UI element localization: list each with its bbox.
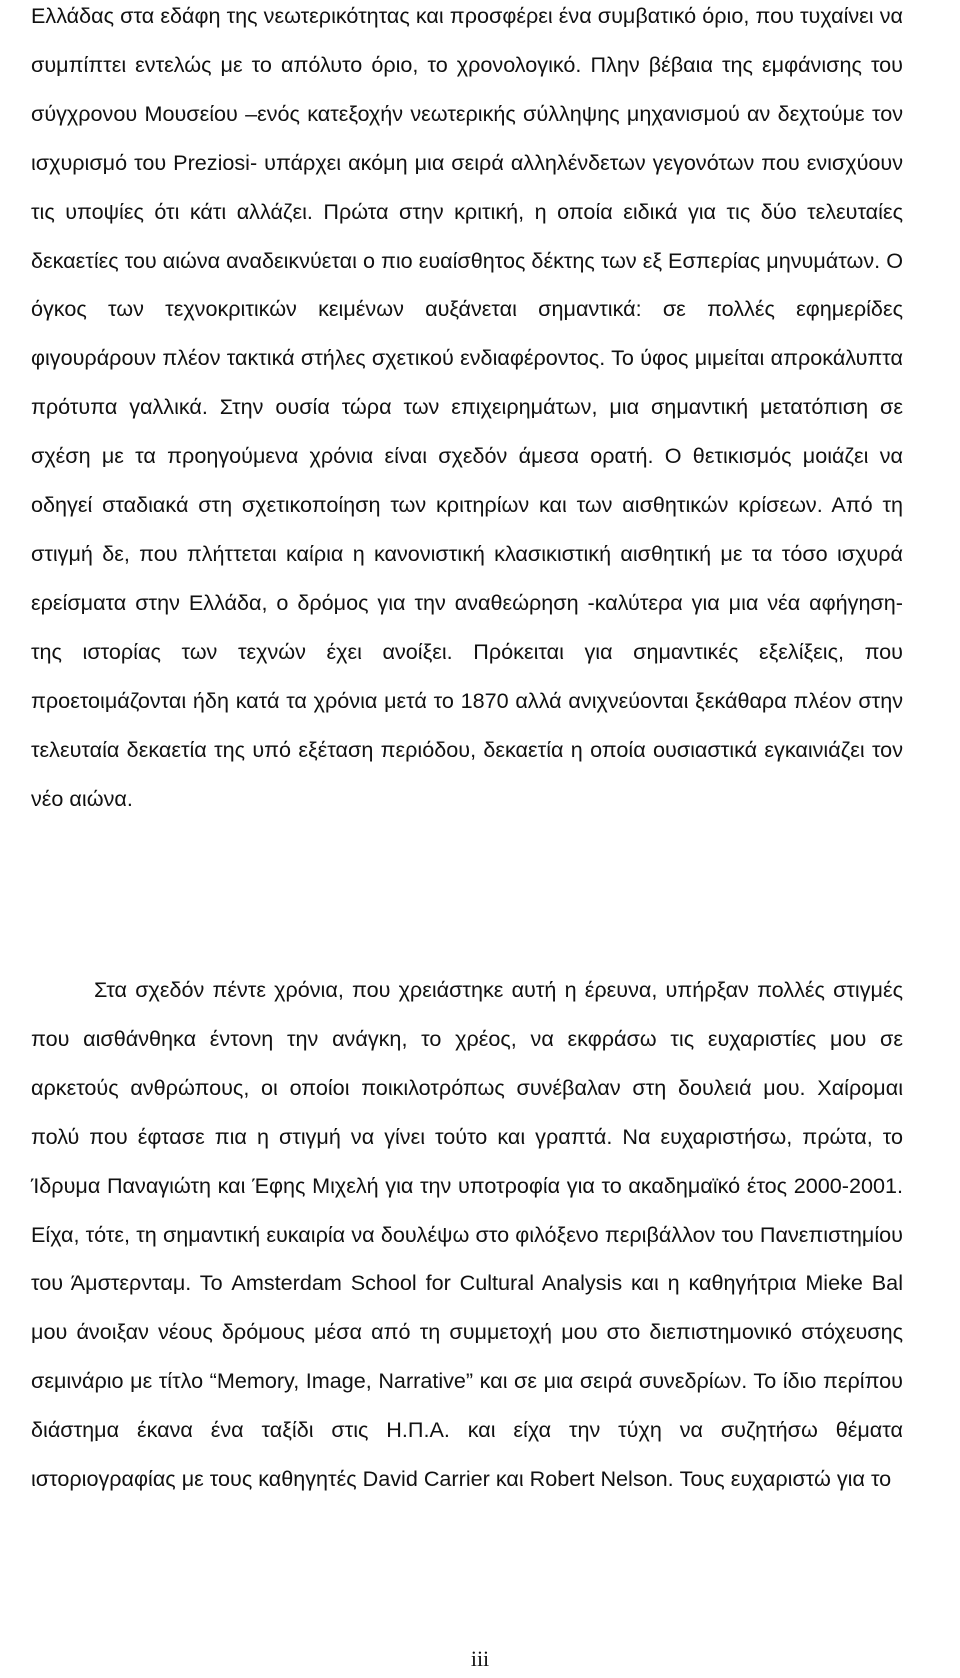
body-paragraph-1: Ελλάδας στα εδάφη της νεωτερικότητας και προσφέρει ένα συμβατικό όριο, που τυχαίνει να συμπίπτει εντελώς με το απόλυτο όριο, το χρονολογικό. Πλην βέβαια της εμφάνισης του σύγχρονου Μουσείου –ενός κατεξοχήν νεωτερικής σύλληψης μηχανισμού αν δεχτούμε τον ισχυρισμό του Preziosi- υπάρχει ακόμη μια σειρά αλληλένδετων γεγονότων που ενισχύουν τις υποψίες ότι κάτι αλλάζει. Πρώτα στην κριτική, η οποία ειδικά για τις δύο τελευταίες δεκαετίες του αιώνα αναδεικνύεται ο πιο ευαίσθητος δέκτης των εξ Εσπερίας μηνυμάτων. Ο όγκος των τεχνοκριτικών κειμένων αυξάνεται σημαντικά: σε πολλές εφημερίδες φιγουράρουν πλέον τακτικά στήλες σχετικού ενδιαφέροντος. Το ύφος μιμείται απροκάλυπτα πρότυπα γαλλικά. Στην ουσία τώρα των επιχειρημάτων, μια σημαντική μετατόπιση σε σχέση με τα προηγούμενα χρόνια είναι σχεδόν άμεσα ορατή. Ο θετικισμός μοιάζει να οδηγεί σταδιακά στη σχετικοποίηση των κριτηρίων και των αισθητικών κρίσεων. Από τη στιγμή δε, που πλήττεται καίρια η κανονιστική κλασικιστική αισθητική με τα τόσο ισχυρά ερείσματα στην Ελλάδα, ο δρόμος για την αναθεώρηση -καλύτερα για μια νέα αφήγηση- της ιστορίας των τεχνών έχει ανοίξει. Πρόκειται για σημαντικές εξελίξεις, που προετοιμάζονται ήδη κατά τα χρόνια μετά το 1870 αλλά ανιχνεύονται ξεκάθαρα πλέον στην τελευταία δεκαετία της υπό εξέταση περιόδου, δεκαετία η οποία ουσιαστικά εγκαινιάζει τον νέο αιώνα. <box>31 3 903 811</box>
page-number: iii <box>470 1646 490 1671</box>
body-paragraph-2: Στα σχεδόν πέντε χρόνια, που χρειάστηκε αυτή η έρευνα, υπήρξαν πολλές στιγμές που αισθάνθηκα έντονη την ανάγκη, το χρέος, να εκφράσω τις ευχαριστίες μου σε αρκετούς ανθρώπους, οι οποίοι ποικιλοτρόπως συνέβαλαν στη δουλειά μου. Χαίρομαι πολύ που έφτασε πια η στιγμή να γίνει τούτο και γραπτά. Να ευχαριστήσω, πρώτα, το Ίδρυμα Παναγιώτη και Έφης Μιχελή για την υποτροφία για το ακαδημαϊκό έτος 2000-2001. Είχα, τότε, τη σημαντική ευκαιρία να δουλέψω στο φιλόξενο περιβάλλον του Πανεπιστημίου του Άμστερνταμ. Το Amsterdam School for Cultural Analysis και η καθηγήτρια Mieke Bal μου άνοιξαν νέους δρόμους μέσα από τη συμμετοχή μου στο διεπιστημονικό στόχευσης σεμινάριο με τίτλο “Memory, Image, Narrative” και σε μια σειρά συνεδρίων. Το ίδιο περίπου διάστημα έκανα ένα ταξίδι στις Η.Π.Α. και είχα την τύχη να συζητήσω θέματα ιστοριογραφίας με τους καθηγητές David Carrier και Robert Nelson. Τους ευχαριστώ για το <box>31 977 903 1492</box>
